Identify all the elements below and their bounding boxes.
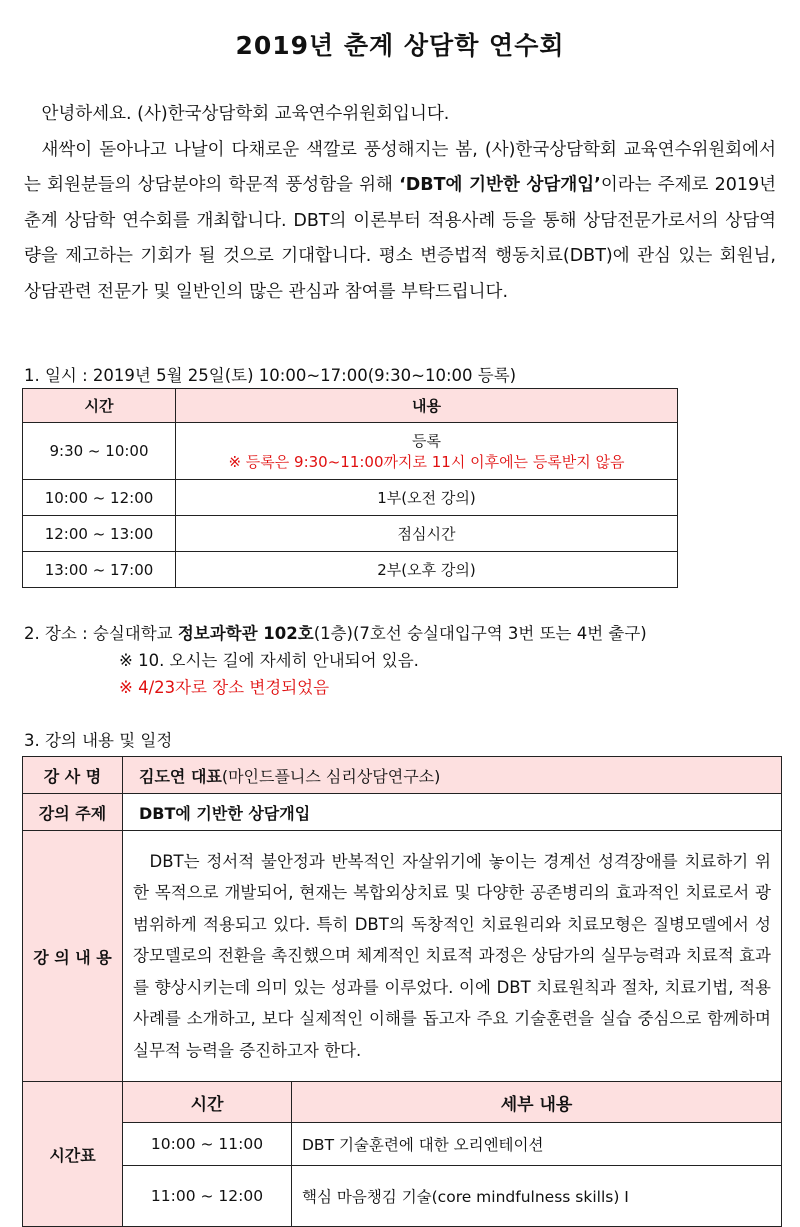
location-label: 2. 장소 : 숭실대학교: [24, 624, 178, 643]
table-row: [23, 794, 782, 831]
table-row: [23, 1166, 782, 1227]
venue-change-note: ※ 4/23자로 장소 변경되었음: [119, 678, 330, 697]
table-row: [23, 1123, 782, 1166]
schedule-time: 13:00 ~ 17:00: [23, 552, 176, 588]
section3-label: 3. 강의 내용 및 일정: [24, 731, 173, 750]
timetable-detail: 핵심 마음챙김 기술(core mindfulness skills) Ⅰ: [292, 1166, 782, 1227]
location-section: [24, 620, 647, 701]
schedule-time: 9:30 ~ 10:00: [23, 423, 176, 480]
schedule-content: 2부(오후 강의): [176, 552, 678, 588]
timetable-time: 10:00 ~ 11:00: [123, 1123, 292, 1166]
timetable-detail: DBT 기술훈련에 대한 오리엔테이션: [292, 1123, 782, 1166]
schedule-header-row: [23, 389, 678, 423]
schedule-table: [22, 388, 678, 588]
intro-text-b: 이라는 주제로 2019년 춘계 상담학 연수회를 개최합니다. DBT의 이론부터 적용사례 등을 통해 상담전문가로서의 상담역량을 제고하는 기회가 될 것으로 기대합니다. 평소 변증법적 행동치료(DBT)에 관심 있는 회원님, 상담관련 전문가 및 일반인의 많은 관심과 참여를 부탁드립니다.: [24, 175, 777, 302]
topic-value: [123, 794, 782, 831]
timetable-label: 시간표: [23, 1082, 123, 1227]
schedule-content-text: 등록: [412, 432, 441, 450]
registration-note: ※ 등록은 9:30~11:00까지로 11시 이후에는 등록받지 않음: [228, 453, 625, 471]
schedule-content: [176, 423, 678, 480]
location-detail: (1층)(7호선 숭실대입구역 3번 또는 4번 출구): [313, 624, 647, 643]
schedule-time: 12:00 ~ 13:00: [23, 516, 176, 552]
speaker-affiliation: (마인드플니스 심리상담연구소): [221, 766, 441, 786]
intro-paragraph: [24, 133, 776, 311]
timetable-time: 11:00 ~ 12:00: [123, 1166, 292, 1227]
speaker-value: [123, 757, 782, 794]
schedule-content: 점심시간: [176, 516, 678, 552]
directions-note: ※ 10. 오시는 길에 자세히 안내되어 있음.: [119, 651, 419, 670]
location-line: [24, 620, 647, 647]
location-room: 정보과학관 102호: [177, 624, 314, 643]
content-label: 강 의 내 용: [23, 831, 123, 1082]
schedule-content: 1부(오전 강의): [176, 480, 678, 516]
speaker-label: 강 사 명: [23, 757, 123, 794]
intro-text-a: 새싹이 돋아나고 나날이 다채로운 색깔로 풍성해지는 봄, (사)한국상담학회 교육연수위원회에서는 회원분들의 상담분야의 학문적 풍성함을 위해: [24, 139, 776, 195]
intro-text: [24, 97, 776, 310]
table-row: [23, 831, 782, 1082]
page-title: 2019년 춘계 상담학 연수회: [235, 31, 565, 60]
section1-label: 1. 일시 : 2019년 5월 25일(토) 10:00~17:00(9:30~10:00 등록): [24, 366, 517, 385]
topic-text: DBT에 기반한 상담개입: [139, 803, 311, 823]
greeting: 안녕하세요. (사)한국상담학회 교육연수위원회입니다.: [41, 104, 450, 124]
schedule-time: 10:00 ~ 12:00: [23, 480, 176, 516]
table-row: [23, 552, 678, 588]
schedule-header-content: 내용: [176, 389, 678, 423]
content-text: DBT는 정서적 불안정과 반복적인 자살위기에 놓이는 경계선 성격장애를 치료하기 위한 목적으로 개발되어, 현재는 복합외상치료 및 다양한 공존병리의 효과적인 치료로서 광범위하게 적용되고 있다. 특히 DBT의 독창적인 치료원리와 치료모형은 질병모델에서 성장모델로의 전환을 촉진했으며 체계적인 치료적 과정은 상담가의 실무능력과 치료적 효과를 향상시키는데 의미 있는 성과를 이루었다. 이에 DBT 치료원칙과 절차, 치료기법, 적용사례를 소개하고, 보다 실제적인 이해를 돕고자 주요 기술훈련을 실습 중심으로 함께하며 실무적 능력을 증진하고자 한다.: [123, 831, 782, 1082]
table-row: [23, 1082, 782, 1123]
table-row: [23, 423, 678, 480]
intro-topic-bold: ‘DBT에 기반한 상담개입’: [399, 175, 601, 195]
topic-label: 강의 주제: [23, 794, 123, 831]
table-row: [23, 480, 678, 516]
table-row: [23, 516, 678, 552]
speaker-name: 김도연 대표: [139, 766, 222, 786]
table-row: [23, 757, 782, 794]
timetable-header-time: 시간: [123, 1082, 292, 1123]
lecture-table: [22, 756, 782, 1227]
schedule-header-time: 시간: [23, 389, 176, 423]
timetable-header-detail: 세부 내용: [292, 1082, 782, 1123]
